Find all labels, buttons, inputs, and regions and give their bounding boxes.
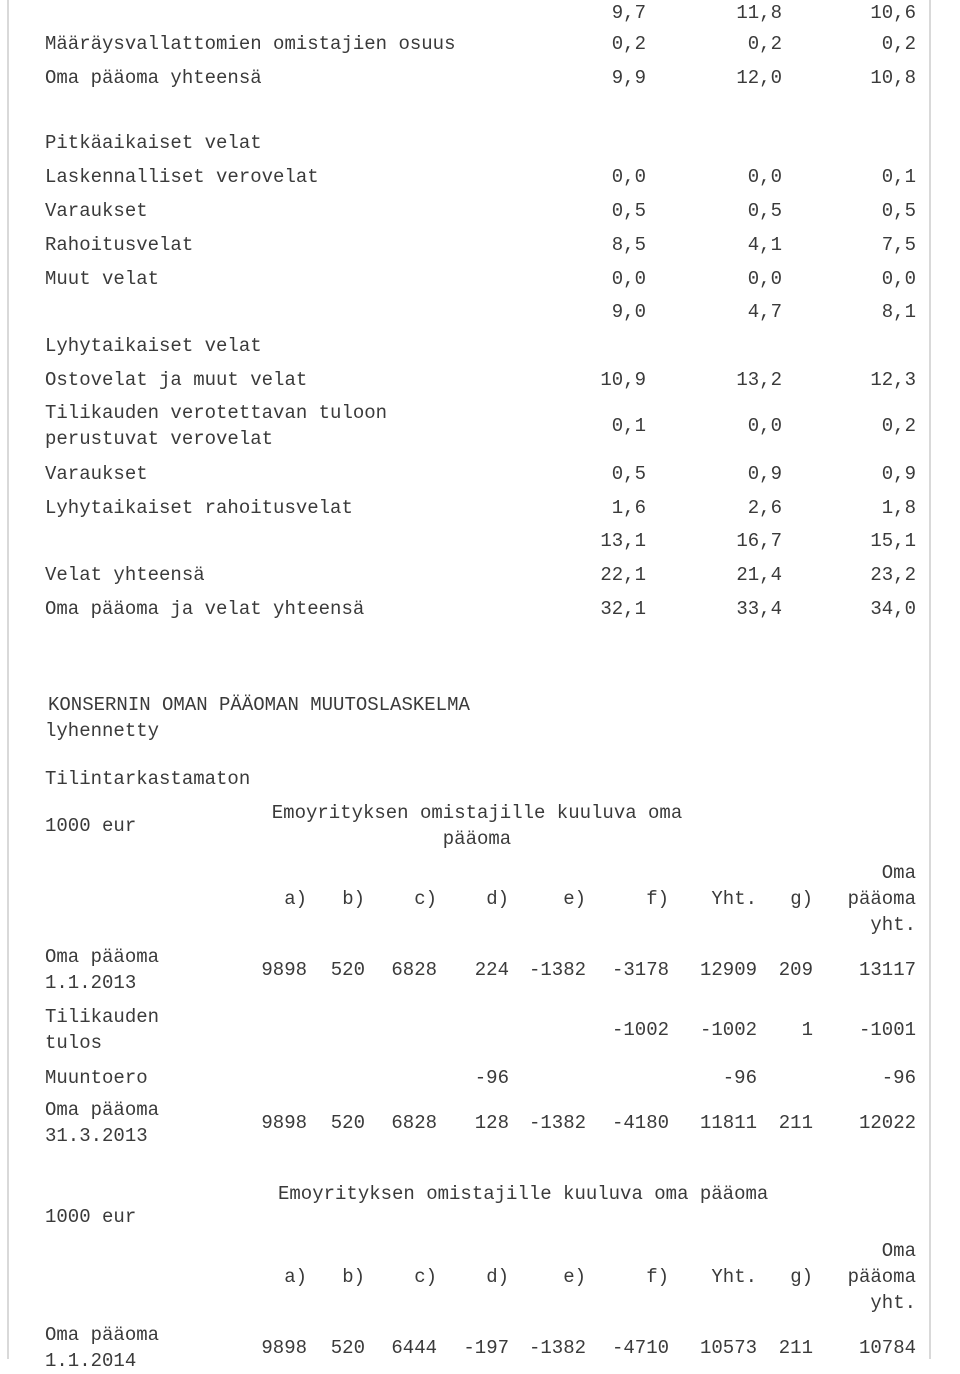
- row-label: 1.1.2014: [45, 1350, 137, 1372]
- row-value: 4,1: [747, 234, 782, 256]
- row-value: 9,0: [611, 301, 646, 323]
- row-label: Oma pääoma ja velat yhteensä: [45, 598, 365, 620]
- row-label: Varaukset: [45, 200, 148, 222]
- row-label: tulos: [45, 1032, 103, 1054]
- row-value: 9,9: [611, 67, 646, 89]
- table-cell: -197: [463, 1337, 509, 1359]
- row-value: 13,2: [736, 369, 782, 391]
- table-cell: -4180: [611, 1112, 669, 1134]
- group-header: pääoma: [442, 828, 512, 850]
- row-value: 32,1: [600, 598, 646, 620]
- row-value: 0,2: [881, 415, 916, 437]
- row-value: 23,2: [870, 564, 916, 586]
- column-header: Yht.: [711, 888, 757, 910]
- row-value: 13,1: [600, 530, 646, 552]
- column-header: e): [563, 1266, 586, 1288]
- group-header: Emoyrityksen omistajille kuuluva oma: [271, 802, 683, 824]
- column-header: yht.: [870, 914, 916, 936]
- unit-label: 1000 eur: [45, 1206, 137, 1228]
- table-cell: 11811: [699, 1112, 757, 1134]
- column-header: pääoma: [847, 1266, 916, 1288]
- table-cell: 10784: [858, 1337, 916, 1359]
- left-border: [7, 0, 9, 1359]
- column-header: c): [414, 1266, 437, 1288]
- row-label: Muuntoero: [45, 1067, 148, 1089]
- column-header: b): [342, 888, 365, 910]
- row-value: 0,1: [611, 415, 646, 437]
- section-title: KONSERNIN OMAN PÄÄOMAN MUUTOSLASKELMA: [48, 694, 470, 716]
- row-label: Velat yhteensä: [45, 564, 205, 586]
- row-value: 1,8: [881, 497, 916, 519]
- row-value: 0,2: [881, 33, 916, 55]
- row-label: Oma pääoma: [45, 946, 160, 968]
- table-cell: -3178: [611, 959, 669, 981]
- table-cell: 1: [801, 1019, 813, 1041]
- column-header: Oma: [881, 1240, 916, 1262]
- row-value: 0,0: [881, 268, 916, 290]
- table-cell: 9898: [261, 1337, 307, 1359]
- row-value: 0,0: [747, 268, 782, 290]
- column-header: yht.: [870, 1292, 916, 1314]
- row-value: 0,5: [611, 200, 646, 222]
- row-value: 0,0: [747, 166, 782, 188]
- table-cell: 6828: [391, 1112, 437, 1134]
- table-cell: 6444: [391, 1337, 437, 1359]
- column-header: Yht.: [711, 1266, 757, 1288]
- column-header: a): [284, 1266, 307, 1288]
- row-label: Lyhytaikaiset rahoitusvelat: [45, 497, 353, 519]
- column-header: e): [563, 888, 586, 910]
- table-cell: 520: [330, 1112, 365, 1134]
- row-value: 0,5: [881, 200, 916, 222]
- table-cell: 12022: [858, 1112, 916, 1134]
- row-value: 8,5: [611, 234, 646, 256]
- column-header: g): [790, 1266, 813, 1288]
- column-header: f): [646, 888, 669, 910]
- table-cell: 9898: [261, 959, 307, 981]
- row-value: 0,0: [747, 415, 782, 437]
- table-cell: 128: [474, 1112, 509, 1134]
- row-value: 0,9: [881, 463, 916, 485]
- right-border: [929, 0, 931, 1359]
- column-header: c): [414, 888, 437, 910]
- row-value: 0,2: [747, 33, 782, 55]
- row-value: 10,9: [600, 369, 646, 391]
- table-cell: -1382: [528, 1112, 586, 1134]
- row-value: 0,2: [611, 33, 646, 55]
- column-header: f): [646, 1266, 669, 1288]
- row-value: 9,7: [611, 2, 646, 24]
- row-value: 1,6: [611, 497, 646, 519]
- row-value: 8,1: [881, 301, 916, 323]
- row-value: 7,5: [881, 234, 916, 256]
- row-label: Tilikauden: [45, 1006, 160, 1028]
- row-label: 1.1.2013: [45, 972, 137, 994]
- table-cell: -4710: [611, 1337, 669, 1359]
- table-cell: 6828: [391, 959, 437, 981]
- column-header: b): [342, 1266, 365, 1288]
- column-header: pääoma: [847, 888, 916, 910]
- row-value: 16,7: [736, 530, 782, 552]
- table-cell: 10573: [699, 1337, 757, 1359]
- row-label: Muut velat: [45, 268, 160, 290]
- table-cell: 520: [330, 1337, 365, 1359]
- audit-note: Tilintarkastamaton: [45, 768, 251, 790]
- row-label: Varaukset: [45, 463, 148, 485]
- row-label: Oma pääoma: [45, 1099, 160, 1121]
- row-value: 0,5: [747, 200, 782, 222]
- row-label: Oma pääoma: [45, 1324, 160, 1346]
- row-label: Pitkäaikaiset velat: [45, 132, 262, 154]
- row-value: 11,8: [736, 2, 782, 24]
- column-header: a): [284, 888, 307, 910]
- row-label: Rahoitusvelat: [45, 234, 194, 256]
- column-header: g): [790, 888, 813, 910]
- table-cell: 520: [330, 959, 365, 981]
- row-label: Ostovelat ja muut velat: [45, 369, 308, 391]
- row-value: 10,6: [870, 2, 916, 24]
- row-label: Oma pääoma yhteensä: [45, 67, 262, 89]
- table-cell: 211: [778, 1112, 813, 1134]
- row-value: 22,1: [600, 564, 646, 586]
- table-cell: 12909: [699, 959, 757, 981]
- table-cell: 224: [474, 959, 509, 981]
- row-value: 10,8: [870, 67, 916, 89]
- table-cell: -96: [474, 1067, 509, 1089]
- column-header: Oma: [881, 862, 916, 884]
- table-cell: -1002: [699, 1019, 757, 1041]
- row-value: 0,9: [747, 463, 782, 485]
- row-label: Lyhytaikaiset velat: [45, 335, 262, 357]
- row-label: 31.3.2013: [45, 1125, 148, 1147]
- row-value: 33,4: [736, 598, 782, 620]
- row-value: 4,7: [747, 301, 782, 323]
- row-label: Määräysvallattomien omistajien osuus: [45, 33, 456, 55]
- table-cell: 211: [778, 1337, 813, 1359]
- row-value: 0,5: [611, 463, 646, 485]
- row-value: 0,0: [611, 166, 646, 188]
- row-value: 21,4: [736, 564, 782, 586]
- table-cell: -96: [722, 1067, 757, 1089]
- row-label: Laskennalliset verovelat: [45, 166, 319, 188]
- row-value: 2,6: [747, 497, 782, 519]
- table-cell: -1001: [858, 1019, 916, 1041]
- table-cell: -96: [881, 1067, 916, 1089]
- table-cell: -1382: [528, 959, 586, 981]
- row-label: perustuvat verovelat: [45, 428, 274, 450]
- table-cell: 13117: [858, 959, 916, 981]
- group-header: Emoyrityksen omistajille kuuluva oma pääoma: [278, 1183, 769, 1205]
- row-value: 0,0: [611, 268, 646, 290]
- section-subtitle: lyhennetty: [45, 720, 160, 742]
- table-cell: 209: [778, 959, 813, 981]
- table-cell: 9898: [261, 1112, 307, 1134]
- unit-label: 1000 eur: [45, 815, 137, 837]
- row-value: 12,3: [870, 369, 916, 391]
- row-value: 15,1: [870, 530, 916, 552]
- row-value: 34,0: [870, 598, 916, 620]
- column-header: d): [486, 888, 509, 910]
- row-label: Tilikauden verotettavan tuloon: [45, 402, 388, 424]
- row-value: 0,1: [881, 166, 916, 188]
- table-cell: -1382: [528, 1337, 586, 1359]
- row-value: 12,0: [736, 67, 782, 89]
- column-header: d): [486, 1266, 509, 1288]
- table-cell: -1002: [611, 1019, 669, 1041]
